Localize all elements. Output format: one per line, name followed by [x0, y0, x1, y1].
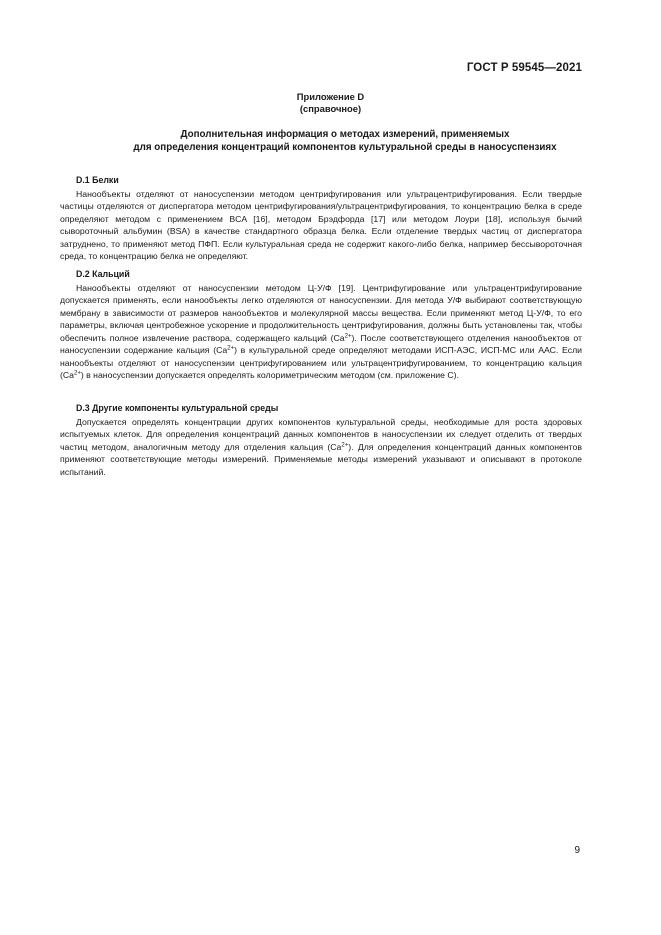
- document-title-line-2: для определения концентраций компонентов культуральной среды в наносуспензиях: [133, 141, 557, 153]
- section-paragraph: [60, 416, 582, 478]
- section-proteins: [60, 174, 582, 263]
- annex-heading: [0, 91, 661, 115]
- paragraph-text: Допускается определять концентрации других компонентов культуральной среды, необходимые для роста здоровых испытуемых клеток. Для определения концентраций данных компонентов в наносуспензии их следует отделить от твердых частиц методом, аналогичным методу для отделения кальция (Ca: [60, 417, 582, 452]
- paragraph-text: Нанообъекты отделяют от наносуспензии методом Ц-У/Ф [19]. Центрифугирование или ультрацентрифугирование допускается применять, если нанообъекты легко отделяются от наносуспензии. Для метода У/Ф выбирают соответствующую мембрану в зависимости от размеров нанообъектов и молекулярной массы вещества. Если применяют метод Ц-У/Ф, то его параметры, включая центробежное ускорение и продолжительность центрифугирования, должны быть установлены так, чтобы обеспечить полное извлечение раствора, содержащего кальций (Ca: [60, 283, 582, 343]
- document-title-line-1: Дополнительная информация о методах измерений, применяемых: [180, 129, 510, 140]
- superscript: 2+: [74, 370, 81, 377]
- superscript: 2+: [341, 442, 349, 449]
- section-paragraph: [60, 188, 582, 263]
- superscript: 2+: [344, 333, 352, 340]
- section-paragraph: [60, 282, 582, 382]
- paragraph-text: ). После соответствующего отделения нанообъектов от наносуспензии содержание кальция (Ca: [60, 332, 582, 356]
- paragraph-text: ) в наносуспензии допускается определять колориметрическим методом (см. приложение С).: [80, 370, 459, 381]
- standard-code: ГОСТ Р 59545—2021: [466, 62, 582, 74]
- superscript: 2+: [227, 345, 235, 352]
- annex-type: (справочное): [299, 103, 362, 114]
- page-number: 9: [574, 845, 580, 856]
- section-other-components: [60, 402, 582, 478]
- paragraph-text: Нанообъекты отделяют от наносуспензии методом центрифугирования или ультрацентрифугирования. Если твердые частицы отделяются от диспергатора методом центрифугирования/ультрацентрифугирования, то концентрацию белка в среде определяют методом с применением BCA [16], методом Брэдфорда [17] или методом Лоури [18], используя бычий сывороточный альбумин (BSA) в качестве стандартного образца белка. Если отделение твердых частиц от диспергатора затруднено, то применяют метод ПФП. Если культуральная среда не содержит какого-либо белка, например бессывороточная среда, то концентрацию белка не определяют.: [60, 189, 582, 262]
- section-heading: D.3 Другие компоненты культуральной среды: [76, 403, 279, 413]
- document-title: [60, 129, 630, 155]
- paragraph-text: ) в культуральной среде определяют методами ИСП-АЭС, ИСП-МС или ААС. Если нанообъекты отделяют от наносуспензии центрифугированием или ультрацентрифугированием, то концентрацию кальция (Ca: [60, 345, 582, 381]
- annex-title: Приложение D: [296, 91, 365, 102]
- section-heading: D.2 Кальций: [76, 269, 130, 279]
- section-heading: D.1 Белки: [76, 175, 119, 185]
- paragraph-text: ). Для определения концентраций данных компонентов применяют соответствующие методы измерений. Применяемые методы измерений указывают и описывают в протоколе испытаний.: [60, 441, 582, 477]
- section-calcium: [60, 268, 582, 382]
